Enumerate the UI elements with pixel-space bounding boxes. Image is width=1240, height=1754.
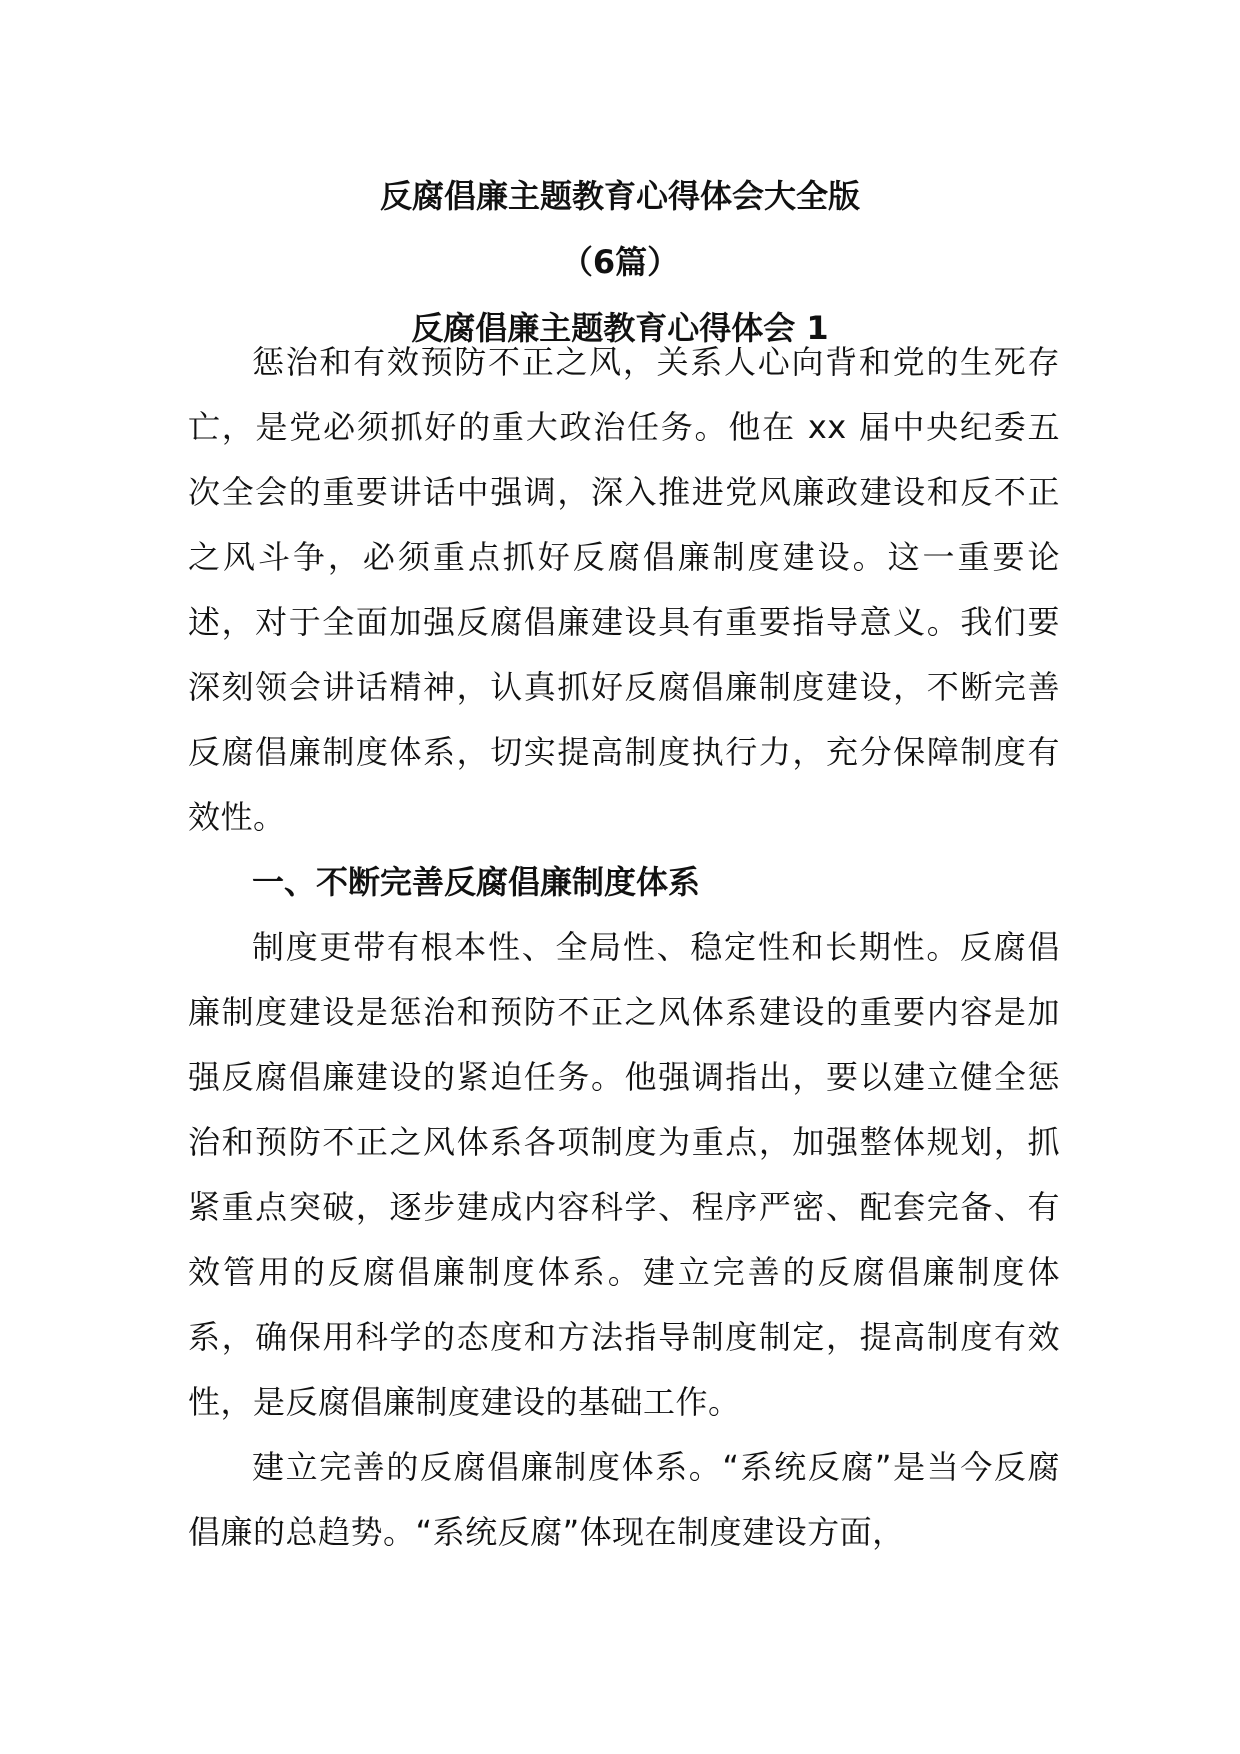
document-title: 反腐倡廉主题教育心得体会大全版 — [379, 177, 860, 215]
document-body — [188, 330, 1060, 1565]
paragraph-section-2: 建立完善的反腐倡廉制度体系。“系统反腐”是当今反腐倡廉的总趋势。“系统反腐”体现在制度建设方面， — [188, 1448, 1060, 1551]
document-subtitle: （6篇） — [560, 243, 680, 281]
article-title: 反腐倡廉主题教育心得体会 1 — [411, 309, 829, 347]
paragraph-intro: 惩治和有效预防不正之风，关系人心向背和党的生死存亡，是党必须抓好的重大政治任务。他在 xx 届中央纪委五次全会的重要讲话中强调，深入推进党风廉政建设和反不正之风斗争，必须重点抓好反腐倡廉制度建设。这一重要论述，对于全面加强反腐倡廉建设具有重要指导意义。我们要深刻领会讲话精神，认真抓好反腐倡廉制度建设，不断完善反腐倡廉制度体系，切实提高制度执行力，充分保障制度有效性。 — [188, 343, 1060, 836]
section-heading: 一、不断完善反腐倡廉制度体系 — [252, 863, 701, 901]
paragraph-section-1: 制度更带有根本性、全局性、稳定性和长期性。反腐倡廉制度建设是惩治和预防不正之风体系建设的重要内容是加强反腐倡廉建设的紧迫任务。他强调指出，要以建立健全惩治和预防不正之风体系各项制度为重点，加强整体规划，抓紧重点突破，逐步建成内容科学、程序严密、配套完备、有效管用的反腐倡廉制度体系。建立完善的反腐倡廉制度体系，确保用科学的态度和方法指导制度制定，提高制度有效性，是反腐倡廉制度建设的基础工作。 — [188, 928, 1060, 1421]
